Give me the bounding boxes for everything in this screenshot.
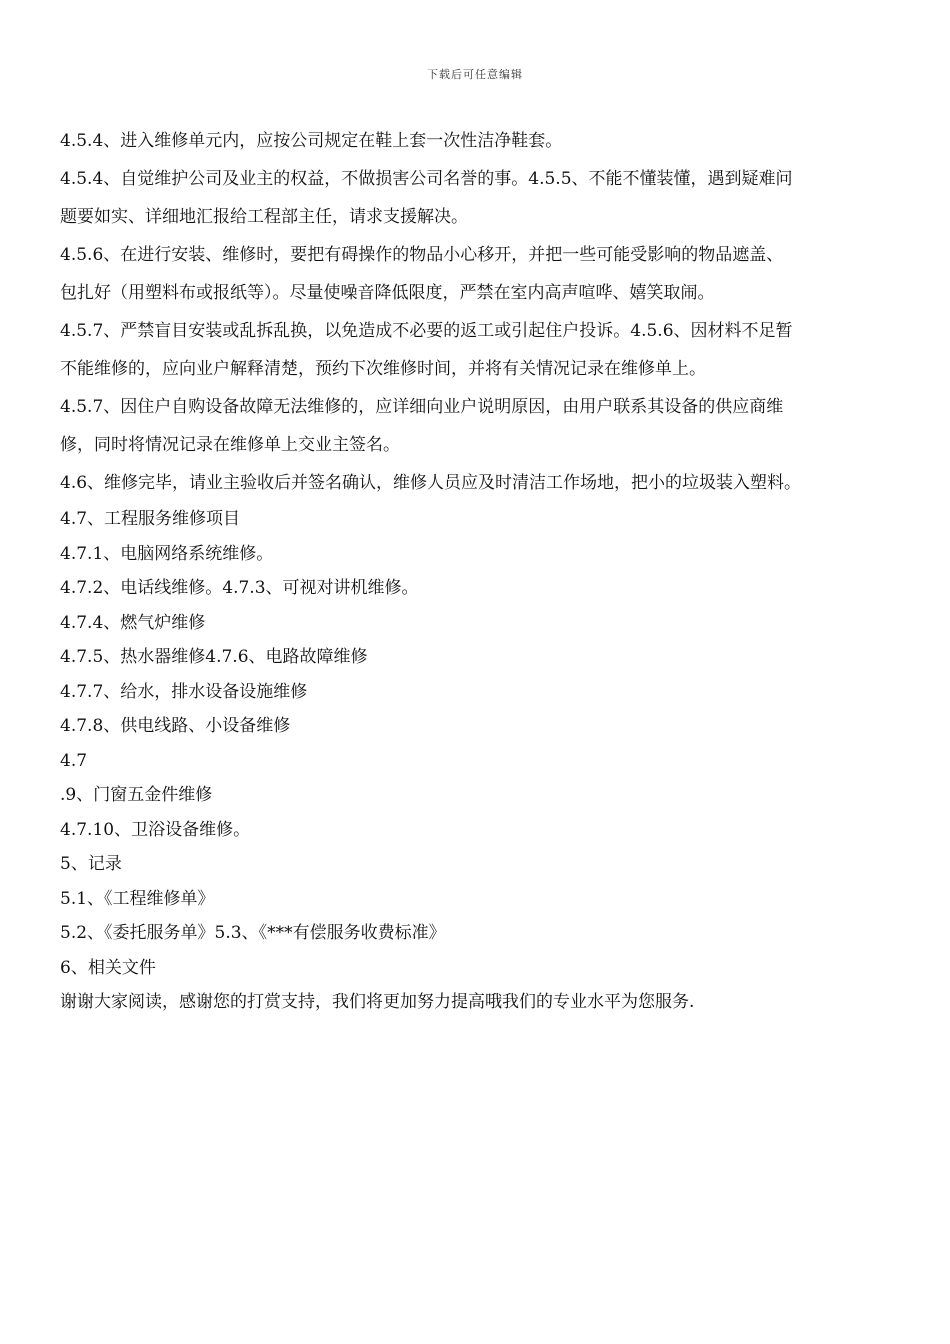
- list-item: 5.1、《工程维修单》: [60, 888, 215, 909]
- paragraph-line: 修，同时将情况记录在维修单上交业主签名。: [60, 435, 400, 455]
- section-heading: 4.7、工程服务维修项目: [60, 509, 241, 529]
- paragraph-line: 题要如实、详细地汇报给工程部主任，请求支援解决。: [60, 207, 468, 227]
- list-item: 4.7: [60, 750, 88, 771]
- list-item: 4.7.7、给水，排水设备设施维修: [60, 681, 308, 702]
- paragraph-line: 4.5.4、进入维修单元内，应按公司规定在鞋上套一次性洁净鞋套。: [60, 131, 563, 151]
- paragraph-line: 4.5.7、严禁盲目安装或乱拆乱换，以免造成不必要的返工或引起住户投诉。4.5.6、因材料不足暂: [60, 321, 793, 341]
- section-heading: 5、记录: [60, 854, 122, 874]
- document-body: [60, 122, 890, 1020]
- section-heading: 6、相关文件: [60, 957, 156, 978]
- list-item: 4.7.10、卫浴设备维修。: [60, 819, 251, 840]
- list-item: 4.7.2、电话线维修。4.7.3、可视对讲机维修。: [60, 578, 419, 598]
- list-item: 5.2、《委托服务单》5.3、《***有偿服务收费标准》: [60, 923, 446, 943]
- list-item: 4.7.8、供电线路、小设备维修: [60, 716, 291, 736]
- list-item: 4.7.1、电脑网络系统维修。: [60, 543, 274, 564]
- paragraph-line: 4.5.6、在进行安装、维修时，要把有碍操作的物品小心移开，并把一些可能受影响的物品遮盖、: [60, 245, 784, 265]
- page-header: 下载后可任意编辑: [427, 68, 523, 81]
- paragraph-line: 包扎好（用塑料布或报纸等）。尽量使噪音降低限度，严禁在室内高声喧哗、嬉笑取闹。: [60, 283, 715, 303]
- list-item: 4.7.4、燃气炉维修: [60, 612, 206, 633]
- paragraph-line: 4.5.4、自觉维护公司及业主的权益，不做损害公司名誉的事。4.5.5、不能不懂装懂，遇到疑难问: [60, 169, 793, 189]
- paragraph-line: 4.6、维修完毕，请业主验收后并签名确认，维修人员应及时清洁工作场地，把小的垃圾装入塑料。: [60, 473, 802, 493]
- paragraph-line: 不能维修的，应向业户解释清楚，预约下次维修时间，并将有关情况记录在维修单上。: [60, 359, 706, 379]
- paragraph-line: 4.5.7、因住户自购设备故障无法维修的，应详细向业户说明原因，由用户联系其设备的供应商维: [60, 397, 784, 417]
- closing-note: 谢谢大家阅读，感谢您的打赏支持，我们将更加努力提高哦我们的专业水平为您服务.: [60, 992, 695, 1012]
- list-item: .9、门窗五金件维修: [60, 785, 213, 805]
- list-item: 4.7.5、热水器维修4.7.6、电路故障维修: [60, 647, 368, 667]
